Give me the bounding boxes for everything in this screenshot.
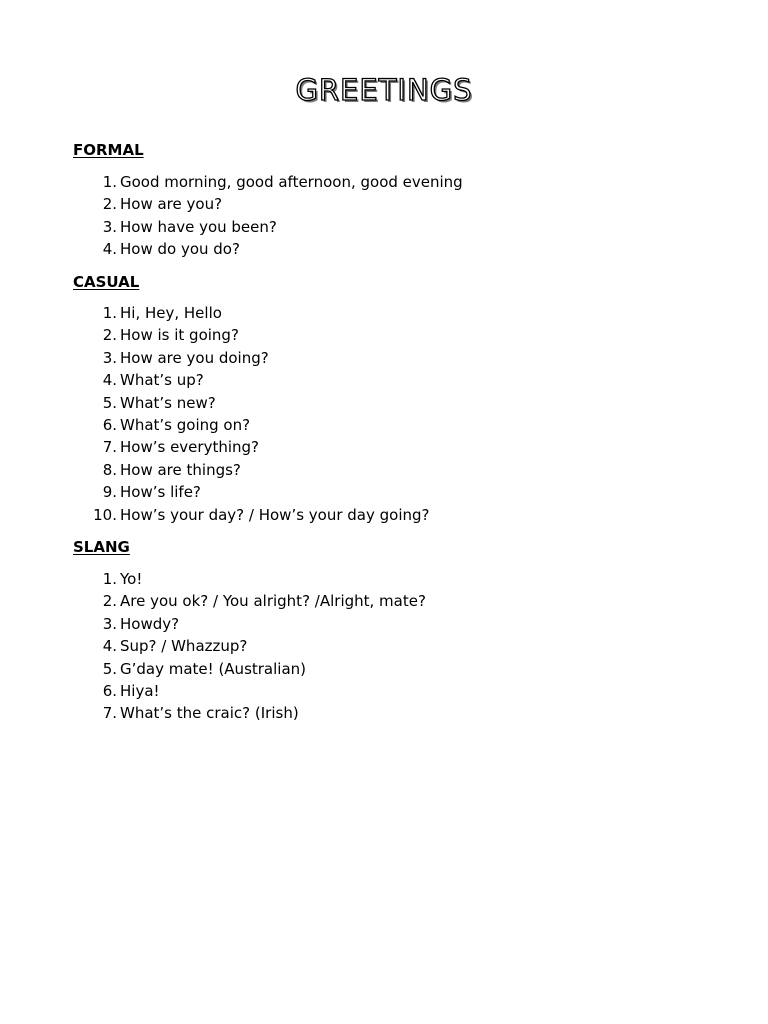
item-text: Are you ok? / You alright? /Alright, mate? xyxy=(120,592,426,611)
list-item xyxy=(73,590,426,612)
slang-greetings-list xyxy=(73,568,426,725)
item-number: 8. xyxy=(102,460,117,479)
section-heading-casual: CASUAL xyxy=(73,273,140,291)
list-item xyxy=(73,347,430,369)
item-number: 4. xyxy=(102,637,117,656)
item-number: 1. xyxy=(102,304,117,322)
item-text: How are you? xyxy=(120,195,223,214)
item-text: How do you do? xyxy=(120,240,240,259)
item-number: 7. xyxy=(102,704,117,723)
item-number: 4. xyxy=(102,371,117,390)
casual-greetings-list xyxy=(73,302,430,526)
list-item xyxy=(73,568,426,590)
list-item xyxy=(73,635,426,657)
item-text: Hi, Hey, Hello xyxy=(120,304,222,322)
item-number: 1. xyxy=(102,173,117,191)
item-text: How have you been? xyxy=(120,217,277,236)
item-text: Sup? / Whazzup? xyxy=(120,637,248,656)
item-number: 5. xyxy=(102,393,117,412)
item-text: What’s new? xyxy=(120,393,216,412)
list-item xyxy=(73,216,463,238)
item-text: How is it going? xyxy=(120,326,239,345)
item-number: 2. xyxy=(102,195,117,214)
section-heading-formal: FORMAL xyxy=(73,141,144,159)
list-item xyxy=(73,238,463,260)
item-text: How are you doing? xyxy=(120,348,269,367)
item-text: What’s the craic? (Irish) xyxy=(120,704,299,723)
item-number: 9. xyxy=(102,483,117,502)
item-text: How’s everything? xyxy=(120,438,259,457)
list-item xyxy=(73,459,430,481)
item-number: 3. xyxy=(102,614,117,633)
item-number: 6. xyxy=(102,415,117,434)
item-number: 2. xyxy=(102,592,117,611)
item-text: How are things? xyxy=(120,460,241,479)
item-text: Yo! xyxy=(120,570,143,588)
item-number: 7. xyxy=(102,438,117,457)
list-item xyxy=(73,481,430,503)
list-item xyxy=(73,680,426,702)
item-number: 6. xyxy=(102,681,117,700)
item-number: 3. xyxy=(102,348,117,367)
list-item xyxy=(73,171,463,193)
item-text: Howdy? xyxy=(120,614,180,633)
item-number: 3. xyxy=(102,217,117,236)
list-item xyxy=(73,414,430,436)
list-item xyxy=(73,392,430,414)
item-number: 4. xyxy=(102,240,117,259)
list-item xyxy=(73,324,430,346)
item-number: 5. xyxy=(102,659,117,678)
item-text: Hiya! xyxy=(120,681,160,700)
item-text: G’day mate! (Australian) xyxy=(120,659,307,678)
formal-greetings-list xyxy=(73,171,463,261)
list-item xyxy=(73,504,430,526)
list-item xyxy=(73,436,430,458)
item-text: What’s going on? xyxy=(120,415,251,434)
list-item xyxy=(73,193,463,215)
item-text: Good morning, good afternoon, good evening xyxy=(120,173,463,191)
item-number: 2. xyxy=(102,326,117,345)
item-text: How’s your day? / How’s your day going? xyxy=(120,505,430,524)
item-text: What’s up? xyxy=(120,371,204,390)
item-number: 10. xyxy=(93,505,117,524)
item-text: How’s life? xyxy=(120,483,201,502)
list-item xyxy=(73,302,430,324)
list-item xyxy=(73,658,426,680)
list-item xyxy=(73,369,430,391)
item-number: 1. xyxy=(102,570,117,588)
list-item xyxy=(73,613,426,635)
list-item xyxy=(73,702,426,724)
page-title: GREETINGS xyxy=(295,73,473,107)
section-heading-slang: SLANG xyxy=(73,538,130,556)
